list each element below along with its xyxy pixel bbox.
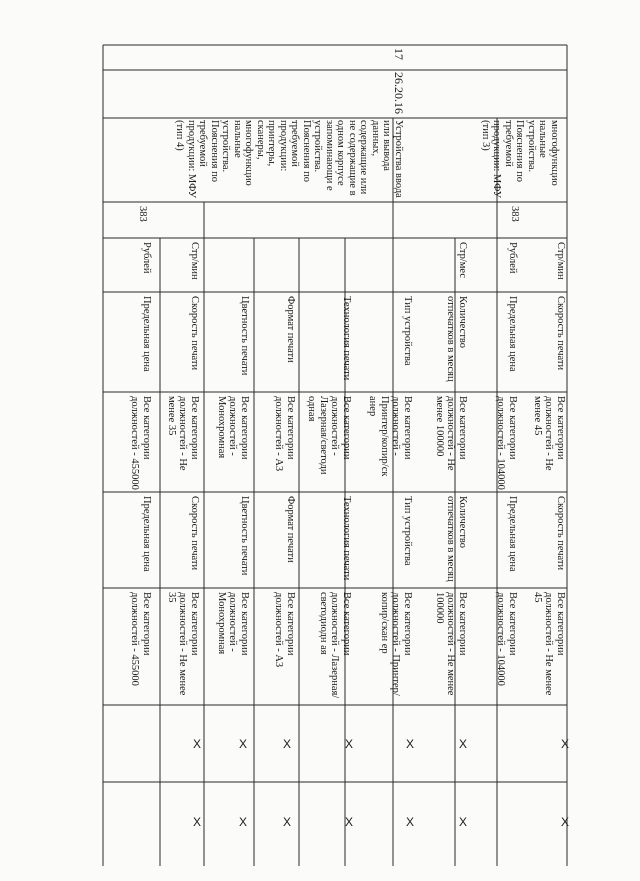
unit-cell: Стр/мин: [555, 242, 566, 280]
okei-code: 383: [137, 206, 148, 222]
eais-name: Скорость печати: [189, 496, 200, 571]
requirement-value: Все категории должностей - 455000: [129, 396, 152, 490]
requirement-value: Все категории должностей - Не менее 45: [532, 396, 566, 471]
requirement-value: Все категории должностей - 104000: [495, 396, 518, 490]
requirement-name: Скорость печати: [189, 296, 200, 371]
x-mark: X: [405, 815, 414, 829]
x-mark: X: [458, 737, 467, 751]
requirement-value: Все категории должностей - Принтер/копир/ск анер: [367, 396, 413, 477]
eais-name: Формат печати: [285, 496, 296, 563]
requirement-value: Все категории должностей - Не менее 35: [166, 396, 200, 471]
item-name-mfu3: многофункцио нальные устройства. Пояснения по требуемой продукции: МФУ (тип 3): [480, 120, 560, 199]
x-mark: X: [344, 815, 353, 829]
okpd-code: 26.20.16: [392, 72, 406, 114]
eais-name: Цветность печати: [239, 496, 250, 576]
eais-value: Все категории должностей - 455000: [129, 592, 152, 686]
eais-value: Все категории должностей - Монохромная: [216, 592, 250, 656]
requirement-name: Скорость печати: [555, 296, 566, 371]
eais-value: Все категории должностей - 104000: [495, 592, 518, 686]
requirement-value: Все категории должностей - Монохромная: [216, 396, 250, 460]
eais-value: Все категории должностей - Не менее 45: [532, 592, 566, 696]
eais-name: Технология печати: [341, 496, 352, 581]
eais-value: Все категории должностей - А3: [273, 592, 296, 668]
eais-value: Все категории должностей - Лазерная/светодиодн ая: [318, 592, 352, 699]
requirement-name: Цветность печати: [239, 296, 250, 376]
eais-name: Тип устройства: [402, 496, 413, 566]
eais-value: Все категории должностей - Не менее 35: [166, 592, 200, 696]
requirement-name: Количество отпечатков в месяц: [445, 296, 468, 382]
requirement-value: Все категории должностей - А3: [273, 396, 296, 472]
unit-cell: Рублей: [507, 242, 518, 274]
requirement-value: Все категории должностей - Не менее 100000: [434, 396, 468, 471]
x-mark: X: [238, 737, 247, 751]
requirement-name: Предельная цена: [507, 296, 518, 372]
eais-value: Все категории должностей - Не менее 100000: [434, 592, 468, 696]
row-number: 17: [392, 48, 406, 60]
requirement-name: Тип устройства: [402, 296, 413, 366]
eais-name: Предельная цена: [141, 496, 152, 572]
eais-value: Все категории должностей - Принтер/копир/скан ер: [379, 592, 413, 696]
eais-name: Предельная цена: [507, 496, 518, 572]
unit-cell: Стр/мин: [189, 242, 200, 280]
requirement-name: Технология печати: [341, 296, 352, 381]
x-mark: X: [192, 815, 201, 829]
requirement-name: Предельная цена: [141, 296, 152, 372]
eais-name: Количество отпечатков в месяц: [445, 496, 468, 582]
x-mark: X: [458, 815, 467, 829]
item-name-mfu4: Устройства ввода или вывода данных, содержащие или не содержащие в одном корпусе запоминающи е устройства. Пояснения по требуемой продукции: принтеры, сканеры, многофункцио нальные устройства. Пояснения по требуемой продукции: МФУ (тип 4): [174, 120, 404, 199]
x-mark: X: [282, 737, 291, 751]
unit-cell: Стр/мес: [457, 242, 468, 278]
requirement-name: Формат печати: [285, 296, 296, 363]
x-mark: X: [344, 737, 353, 751]
x-mark: X: [560, 737, 569, 751]
x-mark: X: [560, 815, 569, 829]
x-mark: X: [192, 737, 201, 751]
x-mark: X: [405, 737, 414, 751]
unit-cell: Рублей: [141, 242, 152, 274]
x-mark: X: [282, 815, 291, 829]
x-mark: X: [238, 815, 247, 829]
eais-name: Скорость печати: [555, 496, 566, 571]
okei-code: 383: [509, 206, 520, 222]
requirement-value: Все категории должностей - Лазерная/светоди одная: [306, 396, 352, 475]
